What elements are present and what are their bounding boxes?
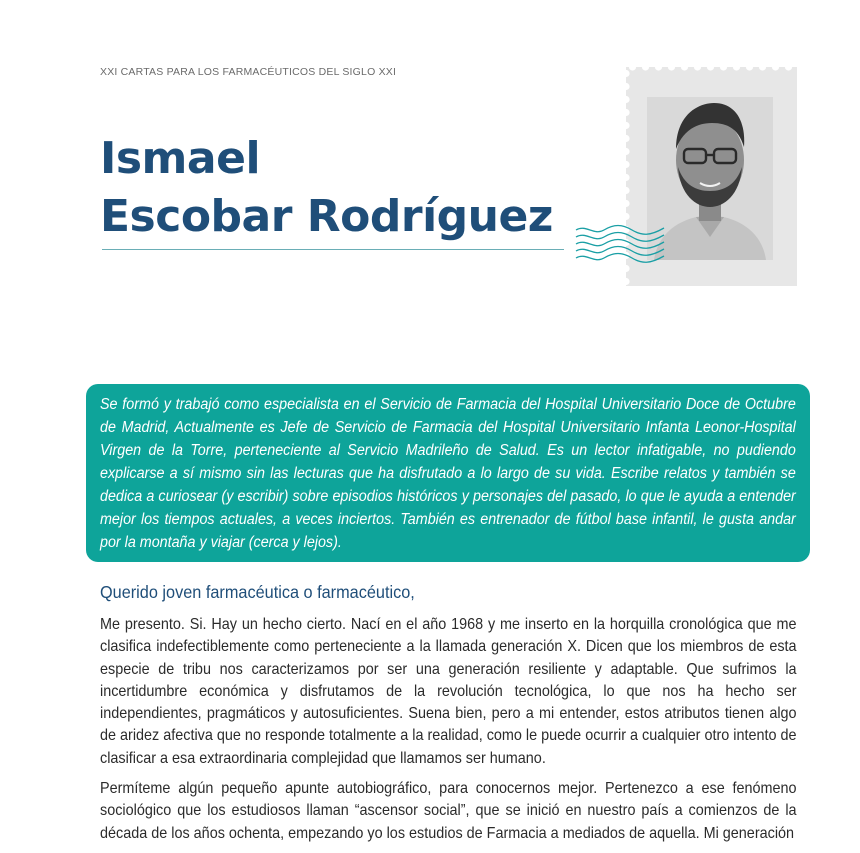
author-surnames: Escobar Rodríguez [100, 191, 553, 242]
author-bio-box [86, 384, 810, 562]
title-underline [102, 249, 564, 250]
author-bio-text: Se formó y trabajó como especialista en el Servicio de Farmacia del Hospital Universitario Doce de Octubre de Madrid, Actualmente es Jefe de Servicio de Farmacia del Hospital Universitario Infanta Leonor-Hospital Virgen de la Torre, perteneciente al Servicio Madrileño de Salud. Es un lector infatigable, no pudiendo explicarse a sí mismo sin las lecturas que ha disfrutado a lo largo de su vida. Escribe relatos y también se dedica a curiosear (y escribir) sobre episodios históricos y personajes del pasado, lo que le ayuda a entender mejor los tiempos actuales, a veces inciertos. También es entrenador de fútbol base infantil, le gusta andar por la montaña y viajar (cerca y lejos). [100, 396, 796, 551]
author-name [100, 130, 553, 246]
letter-salutation: Querido joven farmacéutica o farmacéutico, [100, 582, 415, 602]
series-title: XXI CARTAS PARA LOS FARMACÉUTICOS DEL SIGLO XXI [100, 66, 397, 78]
postmark-waves [572, 222, 668, 268]
letter-body [100, 614, 796, 853]
author-first-name: Ismael [100, 133, 261, 184]
letter-paragraph: Permíteme algún pequeño apunte autobiográfico, para conocernos mejor. Pertenezco a ese fenómeno sociológico que los estudiosos llaman “ascensor social”, que se inició en nuestro país a comienzos de la década de los años ochenta, empezando yo los estudios de Farmacia a mediados de aquella. Mi generación [100, 780, 797, 842]
letter-paragraph: Me presento. Si. Hay un hecho cierto. Nací en el año 1968 y me inserto en la horquilla cronológica que me clasifica indefectiblemente como perteneciente a la llamada generación X. Dicen que los miembros de esta especie de tribu nos caracterizamos por ser una generación resiliente y adaptable. Que sufrimos la incertidumbre económica y disfrutamos de la revolución tecnológica, lo que nos ha hecho ser independientes, pragmáticos y autosuficientes. Suena bien, pero a mi entender, estos atributos tienen algo de aridez afectiva que no responde totalmente a la realidad, como le puede ocurrir a cualquier otro intento de clasificar a esa extraordinaria complejidad que llamamos ser humano. [100, 616, 797, 767]
